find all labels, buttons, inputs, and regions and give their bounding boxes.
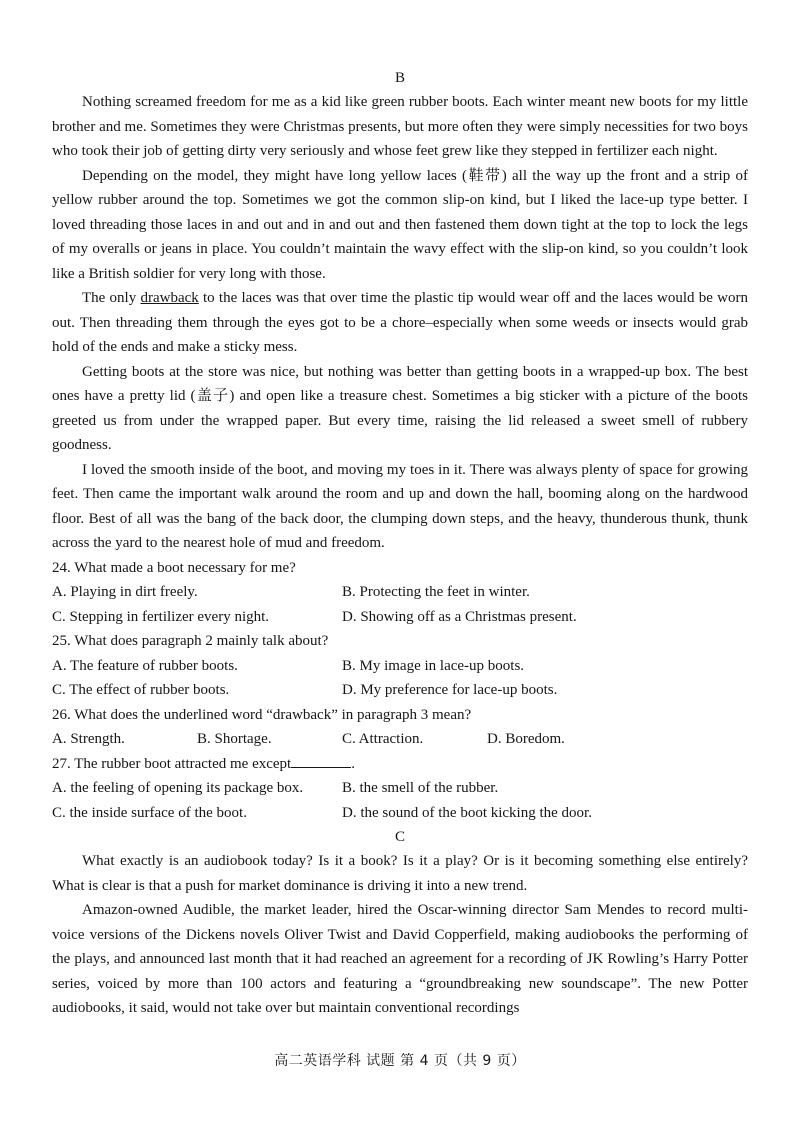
q25-option-b: B. My image in lace-up boots.: [342, 657, 525, 674]
question-26-stem: 26. What does the underlined word “drawback” in paragraph 3 mean?: [52, 706, 472, 723]
q25-option-d: D. My preference for lace-up boots.: [342, 682, 558, 698]
question-26-options: [52, 727, 748, 752]
p3-text-after: to the laces was that over time the plastic tip would wear off and the laces would be worn out. Then threading them through the eyes got to be a chore–especially when some weeds or insects would grab hold of the ends and make a sticky mess.: [52, 290, 748, 355]
passage-c-paragraph-1: What exactly is an audiobook today? Is it a book? Is it a play? Or is it becoming something else entirely? What is clear is that a push for market dominance is driving it into a new trend.: [52, 853, 748, 894]
passage-c-paragraph-2: Amazon-owned Audible, the market leader, hired the Oscar-winning director Sam Mendes to record multi-voice versions of the Dickens novels Oliver Twist and David Copperfield, making audiobooks the performing of the plays, and announced last month that it had reached an agreement for a recording of JK Rowling’s Harry Potter series, voiced by more than 100 actors and featuring a “groundbreaking new soundscape”. The new Potter audiobooks, it said, would not take over but maintain conventional recordings: [52, 902, 748, 1016]
page-footer: 高二英语学科 试题 第 4 页（共 9 页）: [274, 1053, 526, 1069]
question-27-options-row-1: [52, 776, 748, 801]
question-24-stem: 24. What made a boot necessary for me?: [52, 559, 296, 576]
exam-page: [52, 66, 748, 1021]
answer-blank: [291, 753, 351, 768]
q27-option-a: A. the feeling of opening its package box.: [52, 780, 304, 796]
q26-option-a: A. Strength.: [52, 731, 125, 747]
question-27-stem: [52, 752, 748, 777]
q24-option-b: B. Protecting the feet in winter.: [342, 584, 530, 600]
question-25-options-row-2: [52, 678, 748, 703]
q27-stem-text: 27. The rubber boot attracted me except: [52, 755, 292, 772]
q26-option-b: B. Shortage.: [197, 731, 272, 747]
passage-b-paragraph-1: Nothing screamed freedom for me as a kid like green rubber boots. Each winter meant new boots for my little brother and me. Sometimes they were Christmas presents, but more often they were simply necessities for two boys who took their job of getting dirty very seriously and whose feet grew like they stepped in fertilizer each night.: [52, 94, 748, 159]
question-25-stem: 25. What does paragraph 2 mainly talk about?: [52, 633, 329, 649]
section-b-heading: B: [394, 70, 405, 86]
question-25-options-row-1: [52, 654, 748, 679]
question-24-options-row-1: [52, 580, 748, 605]
q27-option-d: D. the sound of the boot kicking the door.: [342, 804, 592, 821]
question-27-options-row-2: [52, 801, 748, 826]
q24-option-a: A. Playing in dirt freely.: [52, 584, 198, 600]
passage-b-paragraph-3: [52, 286, 748, 360]
underlined-word-drawback: drawback: [140, 290, 199, 306]
q25-option-c: C. The effect of rubber boots.: [52, 682, 230, 698]
passage-b-paragraph-5: I loved the smooth inside of the boot, and moving my toes in it. There was always plenty of space for growing feet. Then came the important walk around the room and up and down the hall, booming along on the hardwood floor. Best of all was the bang of the back door, the clumping down steps, and the heavy, thunderous thunk, thunk across the yard to the nearest hole of mud and freedom.: [52, 461, 748, 551]
q27-option-b: B. the smell of the rubber.: [342, 780, 499, 796]
question-24-options-row-2: [52, 605, 748, 630]
section-c-heading: C: [394, 829, 405, 845]
q26-option-c: C. Attraction.: [342, 731, 424, 747]
q24-option-c: C. Stepping in fertilizer every night.: [52, 608, 270, 625]
q27-stem-end: .: [351, 755, 355, 772]
p3-text-before: The only: [82, 290, 141, 306]
passage-b-paragraph-2: Depending on the model, they might have long yellow laces (鞋带) all the way up the front and a strip of yellow rubber around the top. Sometimes we got the common slip-on kind, but I liked the lace-up type better. I loved threading those laces in and out and in and out and then fastened them down tight at the top to lock the legs of my overalls or jeans in place. You couldn’t maintain the wavy effect with the slip-on kind, so you couldn’t look like a British soldier for very long with those.: [52, 167, 748, 282]
q27-option-c: C. the inside surface of the boot.: [52, 804, 247, 821]
q26-option-d: D. Boredom.: [487, 731, 565, 747]
passage-b-paragraph-4: Getting boots at the store was nice, but nothing was better than getting boots in a wrapped-up box. The best ones have a pretty lid (盖子) and open like a treasure chest. Sometimes a big sticker with a picture of the boots greeted us from under the wrapped paper. But every time, raising the lid released a sweet smell of rubbery goodness.: [52, 363, 748, 453]
q24-option-d: D. Showing off as a Christmas present.: [342, 608, 577, 625]
q25-option-a: A. The feature of rubber boots.: [52, 657, 238, 674]
